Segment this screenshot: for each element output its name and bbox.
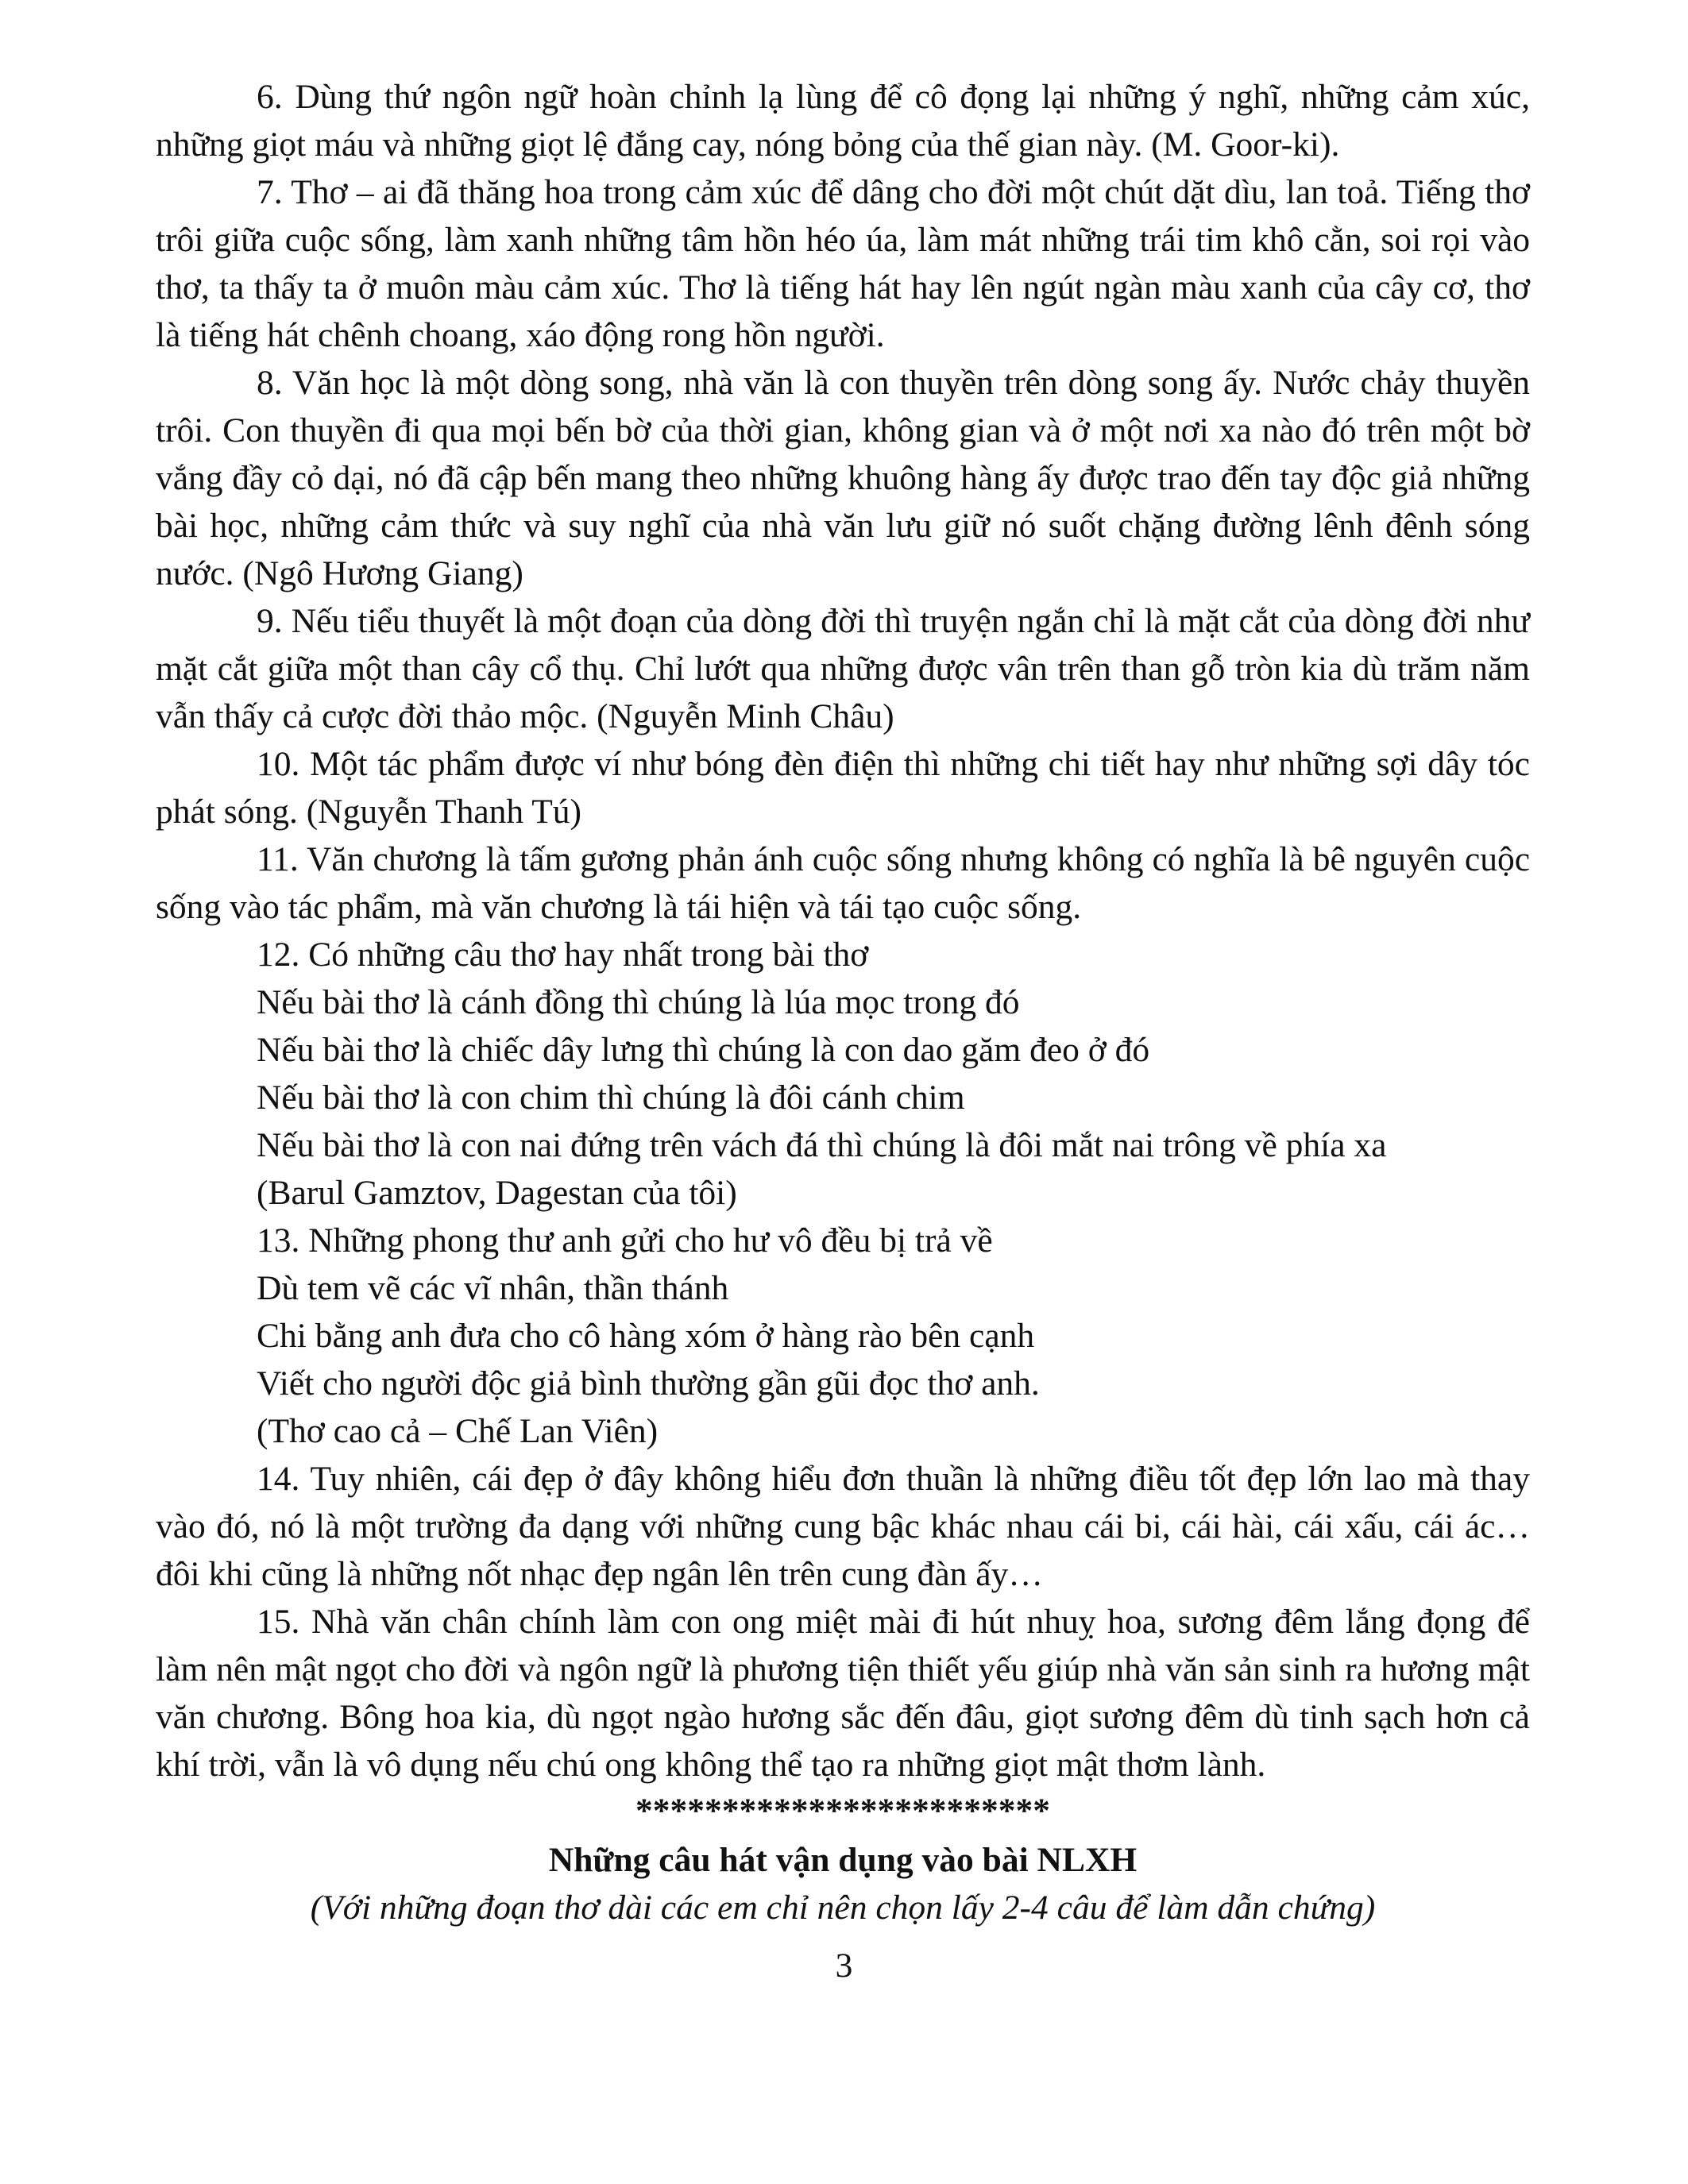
poem-line: Dù tem vẽ các vĩ nhân, thần thánh (257, 1269, 729, 1307)
paragraph-9: 9. Nếu tiểu thuyết là một đoạn của dòng đời thì truyện ngắn chỉ là mặt cắt của dòng đời như mặt cắt giữa một than cây cổ thụ. Chỉ lướt qua những được vân trên than gỗ tròn kia dù trăm năm vẫn thấy cả cược đời thảo mộc. (Nguyễn Minh Châu) (156, 602, 1530, 735)
poem-line: 12. Có những câu thơ hay nhất trong bài thơ (257, 936, 869, 974)
document-page (156, 73, 1530, 1931)
paragraph-10: 10. Một tác phẩm được ví như bóng đèn điện thì những chi tiết hay như những sợi dây tóc phát sóng. (Nguyễn Thanh Tú) (156, 745, 1530, 831)
poem-line: Nếu bài thơ là cánh đồng thì chúng là lúa mọc trong đó (257, 983, 1020, 1021)
section-separator: ************************ (635, 1792, 1050, 1830)
poem-line: 13. Những phong thư anh gửi cho hư vô đều bị trả về (257, 1221, 993, 1260)
poem-attribution: (Thơ cao cả – Chế Lan Viên) (257, 1412, 659, 1450)
poem-line: Nếu bài thơ là con nai đứng trên vách đá thì chúng là đôi mắt nai trông về phía xa (257, 1126, 1387, 1164)
paragraph-14: 14. Tuy nhiên, cái đẹp ở đây không hiểu đơn thuần là những điều tốt đẹp lớn lao mà thay vào đó, nó là một trường đa dạng với những cung bậc khác nhau cái bi, cái hài, cái xấu, cái ác…đôi khi cũng là những nốt nhạc đẹp ngân lên trên cung đàn ấy… (156, 1460, 1530, 1593)
poem-13 (156, 1217, 1530, 1455)
page-number: 3 (835, 1947, 853, 1985)
section-title: Những câu hát vận dụng vào bài NLXH (548, 1841, 1138, 1879)
poem-line: Nếu bài thơ là con chim thì chúng là đôi cánh chim (257, 1078, 965, 1117)
poem-12 (156, 931, 1530, 1217)
paragraph-8: 8. Văn học là một dòng song, nhà văn là con thuyền trên dòng song ấy. Nước chảy thuyền trôi. Con thuyền đi qua mọi bến bờ của thời gian, không gian và ở một nơi xa nào đó trên một bờ vắng đầy cỏ dại, nó đã cập bến mang theo những khuông hàng ấy được trao đến tay độc giả những bài học, những cảm thức và suy nghĩ của nhà văn lưu giữ nó suốt chặng đường lênh đênh sóng nước. (Ngô Hương Giang) (156, 364, 1530, 592)
poem-line: Viết cho người độc giả bình thường gần gũi đọc thơ anh. (257, 1364, 1040, 1403)
section-subtitle: (Với những đoạn thơ dài các em chỉ nên chọn lấy 2-4 câu để làm dẫn chứng) (310, 1889, 1376, 1927)
paragraph-6: 6. Dùng thứ ngôn ngữ hoàn chỉnh lạ lùng để cô đọng lại những ý nghĩ, những cảm xúc, những giọt máu và những giọt lệ đắng cay, nóng bỏng của thế gian này. (M. Goor-ki). (156, 78, 1530, 164)
paragraph-7: 7. Thơ – ai đã thăng hoa trong cảm xúc để dâng cho đời một chút dặt dìu, lan toả. Tiếng thơ trôi giữa cuộc sống, làm xanh những tâm hồn héo úa, làm mát những trái tim khô cằn, soi rọi vào thơ, ta thấy ta ở muôn màu cảm xúc. Thơ là tiếng hát hay lên ngút ngàn màu xanh của cây cơ, thơ là tiếng hát chênh choang, xáo động rong hồn người. (156, 173, 1530, 354)
paragraph-11: 11. Văn chương là tấm gương phản ánh cuộc sống nhưng không có nghĩa là bê nguyên cuộc sống vào tác phẩm, mà văn chương là tái hiện và tái tạo cuộc sống. (156, 840, 1530, 926)
poem-line: Nếu bài thơ là chiếc dây lưng thì chúng là con dao găm đeo ở đó (257, 1031, 1150, 1069)
poem-attribution: (Barul Gamztov, Dagestan của tôi) (257, 1174, 737, 1212)
poem-line: Chi bằng anh đưa cho cô hàng xóm ở hàng rào bên cạnh (257, 1317, 1035, 1355)
paragraph-15: 15. Nhà văn chân chính làm con ong miệt mài đi hút nhuỵ hoa, sương đêm lắng đọng để làm nên mật ngọt cho đời và ngôn ngữ là phương tiện thiết yếu giúp nhà văn sản sinh ra hương mật văn chương. Bông hoa kia, dù ngọt ngào hương sắc đến đâu, giọt sương đêm dù tinh sạch hơn cả khí trời, vẫn là vô dụng nếu chú ong không thể tạo ra những giọt mật thơm lành. (156, 1603, 1530, 1784)
